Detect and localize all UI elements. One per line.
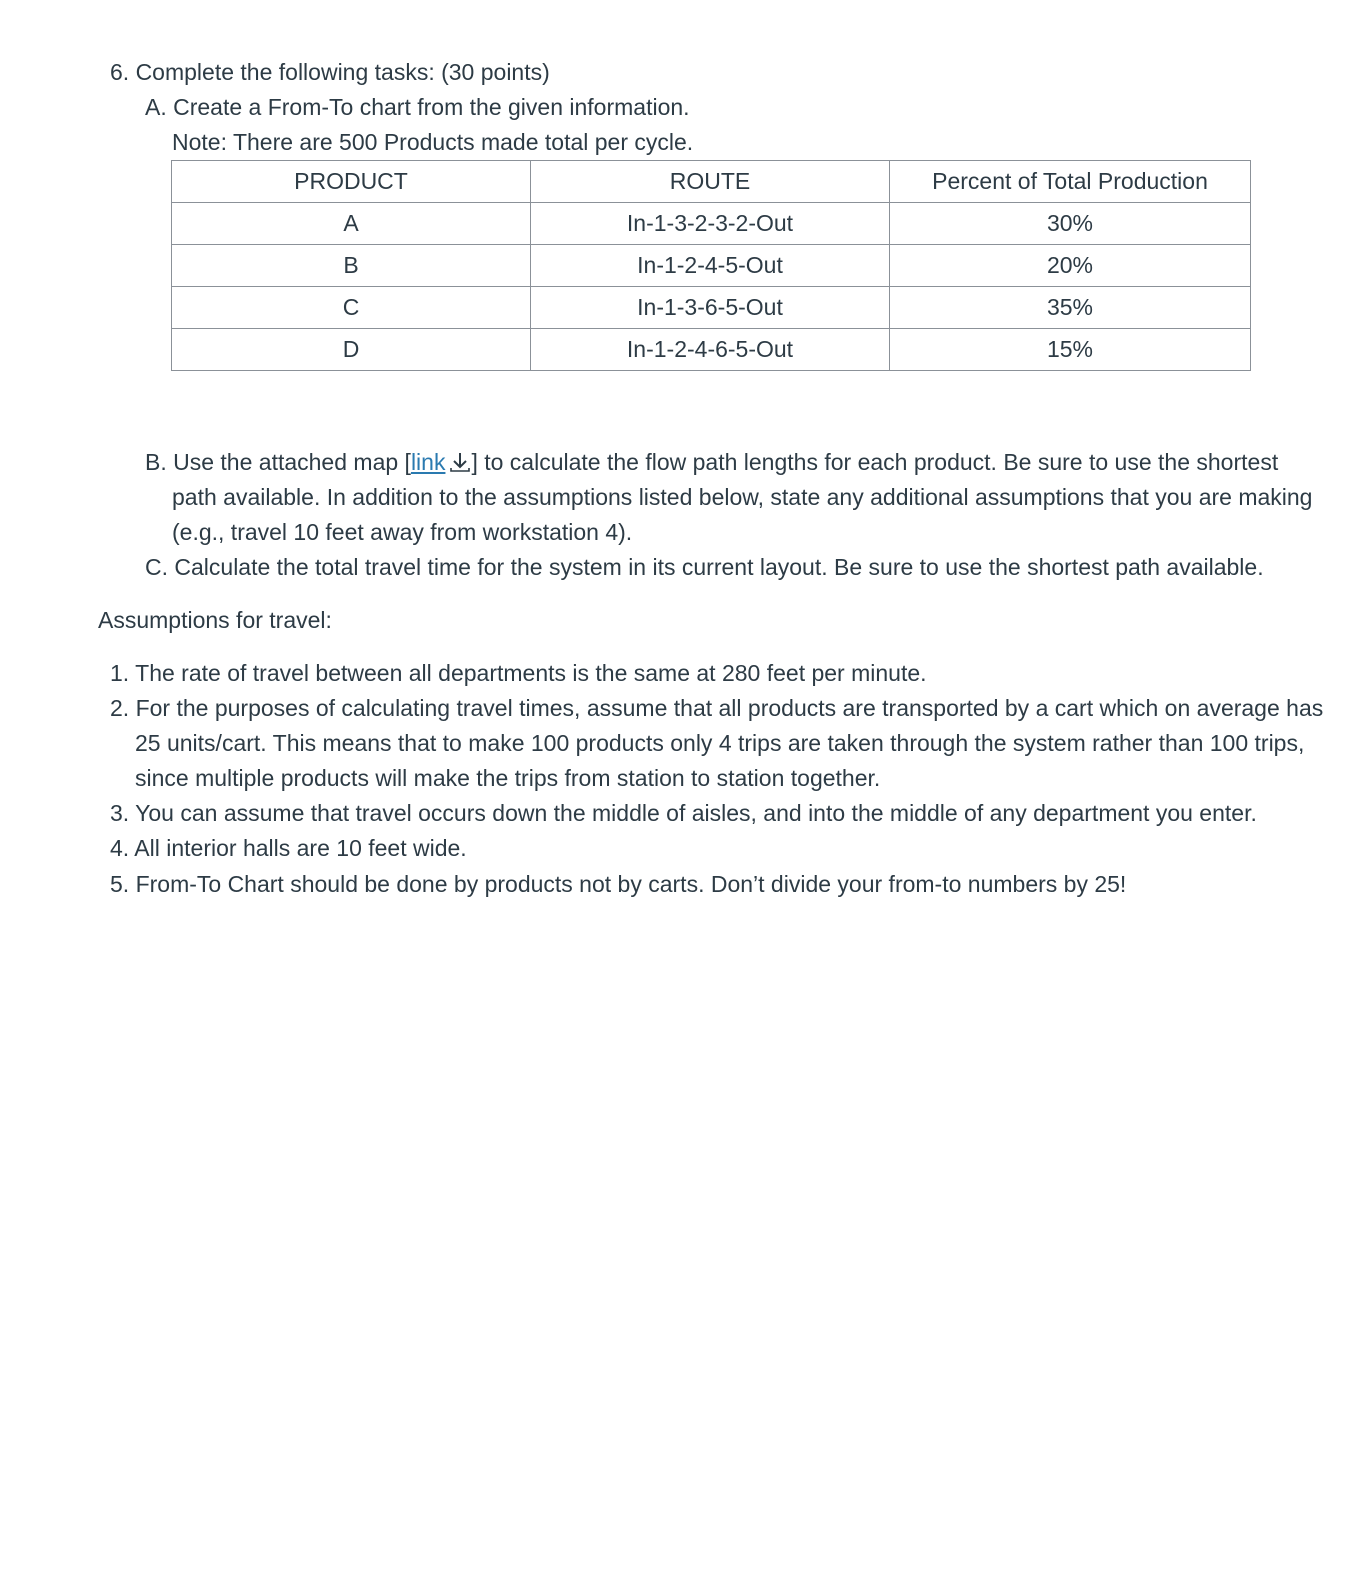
assumption-4: 4. All interior halls are 10 feet wide. [110, 835, 467, 861]
part-c: C. Calculate the total travel time for the system in its current layout. Be sure to use the shortest path available. [145, 554, 1264, 580]
cell-percent: 30% [890, 203, 1251, 245]
task-part-a: A. Create a From-To chart from the given information. [145, 94, 690, 120]
assumptions-heading: Assumptions for travel: [98, 607, 332, 633]
cell-percent: 20% [890, 245, 1251, 287]
part-b-suffix: ] to calculate the flow path lengths for each product. Be sure to use the shortest [471, 449, 1279, 475]
task-note: Note: There are 500 Products made total per cycle. [172, 129, 694, 155]
cell-product: B [172, 245, 531, 287]
cell-route: In-1-2-4-5-Out [531, 245, 890, 287]
cell-route: In-1-2-4-6-5-Out [531, 329, 890, 371]
header-percent: Percent of Total Production [890, 161, 1251, 203]
table-row [172, 245, 1251, 287]
header-route: ROUTE [531, 161, 890, 203]
table-row [172, 329, 1251, 371]
assumption-2-line-2: 25 units/cart. This means that to make 100 products only 4 trips are taken through the system rather than 100 trips, [135, 730, 1305, 756]
assumption-5: 5. From-To Chart should be done by products not by carts. Don’t divide your from-to numbers by 25! [110, 871, 1127, 897]
assumption-2-line-1: 2. For the purposes of calculating travel times, assume that all products are transported by a cart which on average has [110, 695, 1324, 721]
cell-product: C [172, 287, 531, 329]
cell-route: In-1-3-6-5-Out [531, 287, 890, 329]
header-product: PRODUCT [172, 161, 531, 203]
cell-product: D [172, 329, 531, 371]
part-b-line-2: path available. In addition to the assumptions listed below, state any additional assumptions that you are making [172, 484, 1313, 510]
product-route-table [171, 160, 1251, 371]
cell-route: In-1-3-2-3-2-Out [531, 203, 890, 245]
map-link[interactable]: link [410, 449, 446, 475]
cell-product: A [172, 203, 531, 245]
assumption-3: 3. You can assume that travel occurs down the middle of aisles, and into the middle of any department you enter. [110, 800, 1257, 826]
cell-percent: 35% [890, 287, 1251, 329]
part-b-prefix: B. Use the attached map [ [145, 449, 411, 475]
assumption-2-line-3: since multiple products will make the trips from station to station together. [135, 765, 881, 791]
table-row [172, 287, 1251, 329]
part-b-line-1 [145, 447, 1278, 477]
task-title: 6. Complete the following tasks: (30 points) [110, 59, 550, 85]
download-icon[interactable] [449, 450, 471, 474]
table-row [172, 203, 1251, 245]
table-header-row [172, 161, 1251, 203]
part-b-line-3: (e.g., travel 10 feet away from workstation 4). [172, 519, 633, 545]
assumption-1: 1. The rate of travel between all departments is the same at 280 feet per minute. [110, 660, 927, 686]
cell-percent: 15% [890, 329, 1251, 371]
